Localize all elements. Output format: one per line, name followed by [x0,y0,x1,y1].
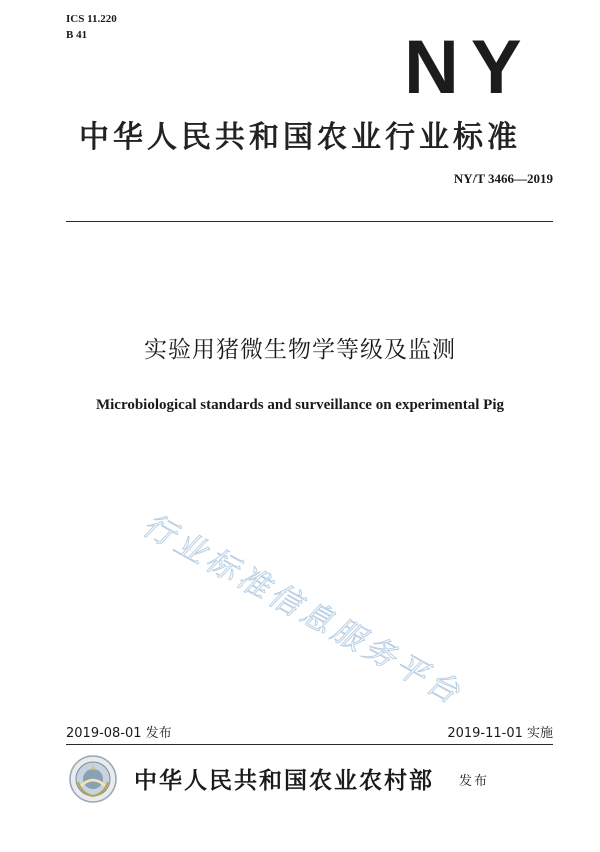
ccs-code: B 41 [66,29,88,41]
effective-date: 2019-11-01 实施 [447,726,553,741]
standard-type-heading: 中华人民共和国农业行业标准 [79,120,521,155]
issuer-name: 中华人民共和国农业农村部 [134,768,434,794]
publish-date: 2019-08-01 发布 [66,726,172,741]
bottom-divider [66,744,553,745]
watermark-text: 行业标准信息服务平台 [136,506,469,714]
top-divider [66,221,553,222]
standard-number: NY/T 3466—2019 [453,171,553,186]
standard-mark: NY [404,25,534,110]
document-title-zh: 实验用猪微生物学等级及监测 [144,337,456,363]
ics-code: ICS 11.220 [66,13,117,25]
document-title-en: Microbiological standards and surveillance on experimental Pig [95,397,505,413]
issuer-action: 发布 [459,774,490,789]
ministry-emblem-icon [68,754,118,804]
